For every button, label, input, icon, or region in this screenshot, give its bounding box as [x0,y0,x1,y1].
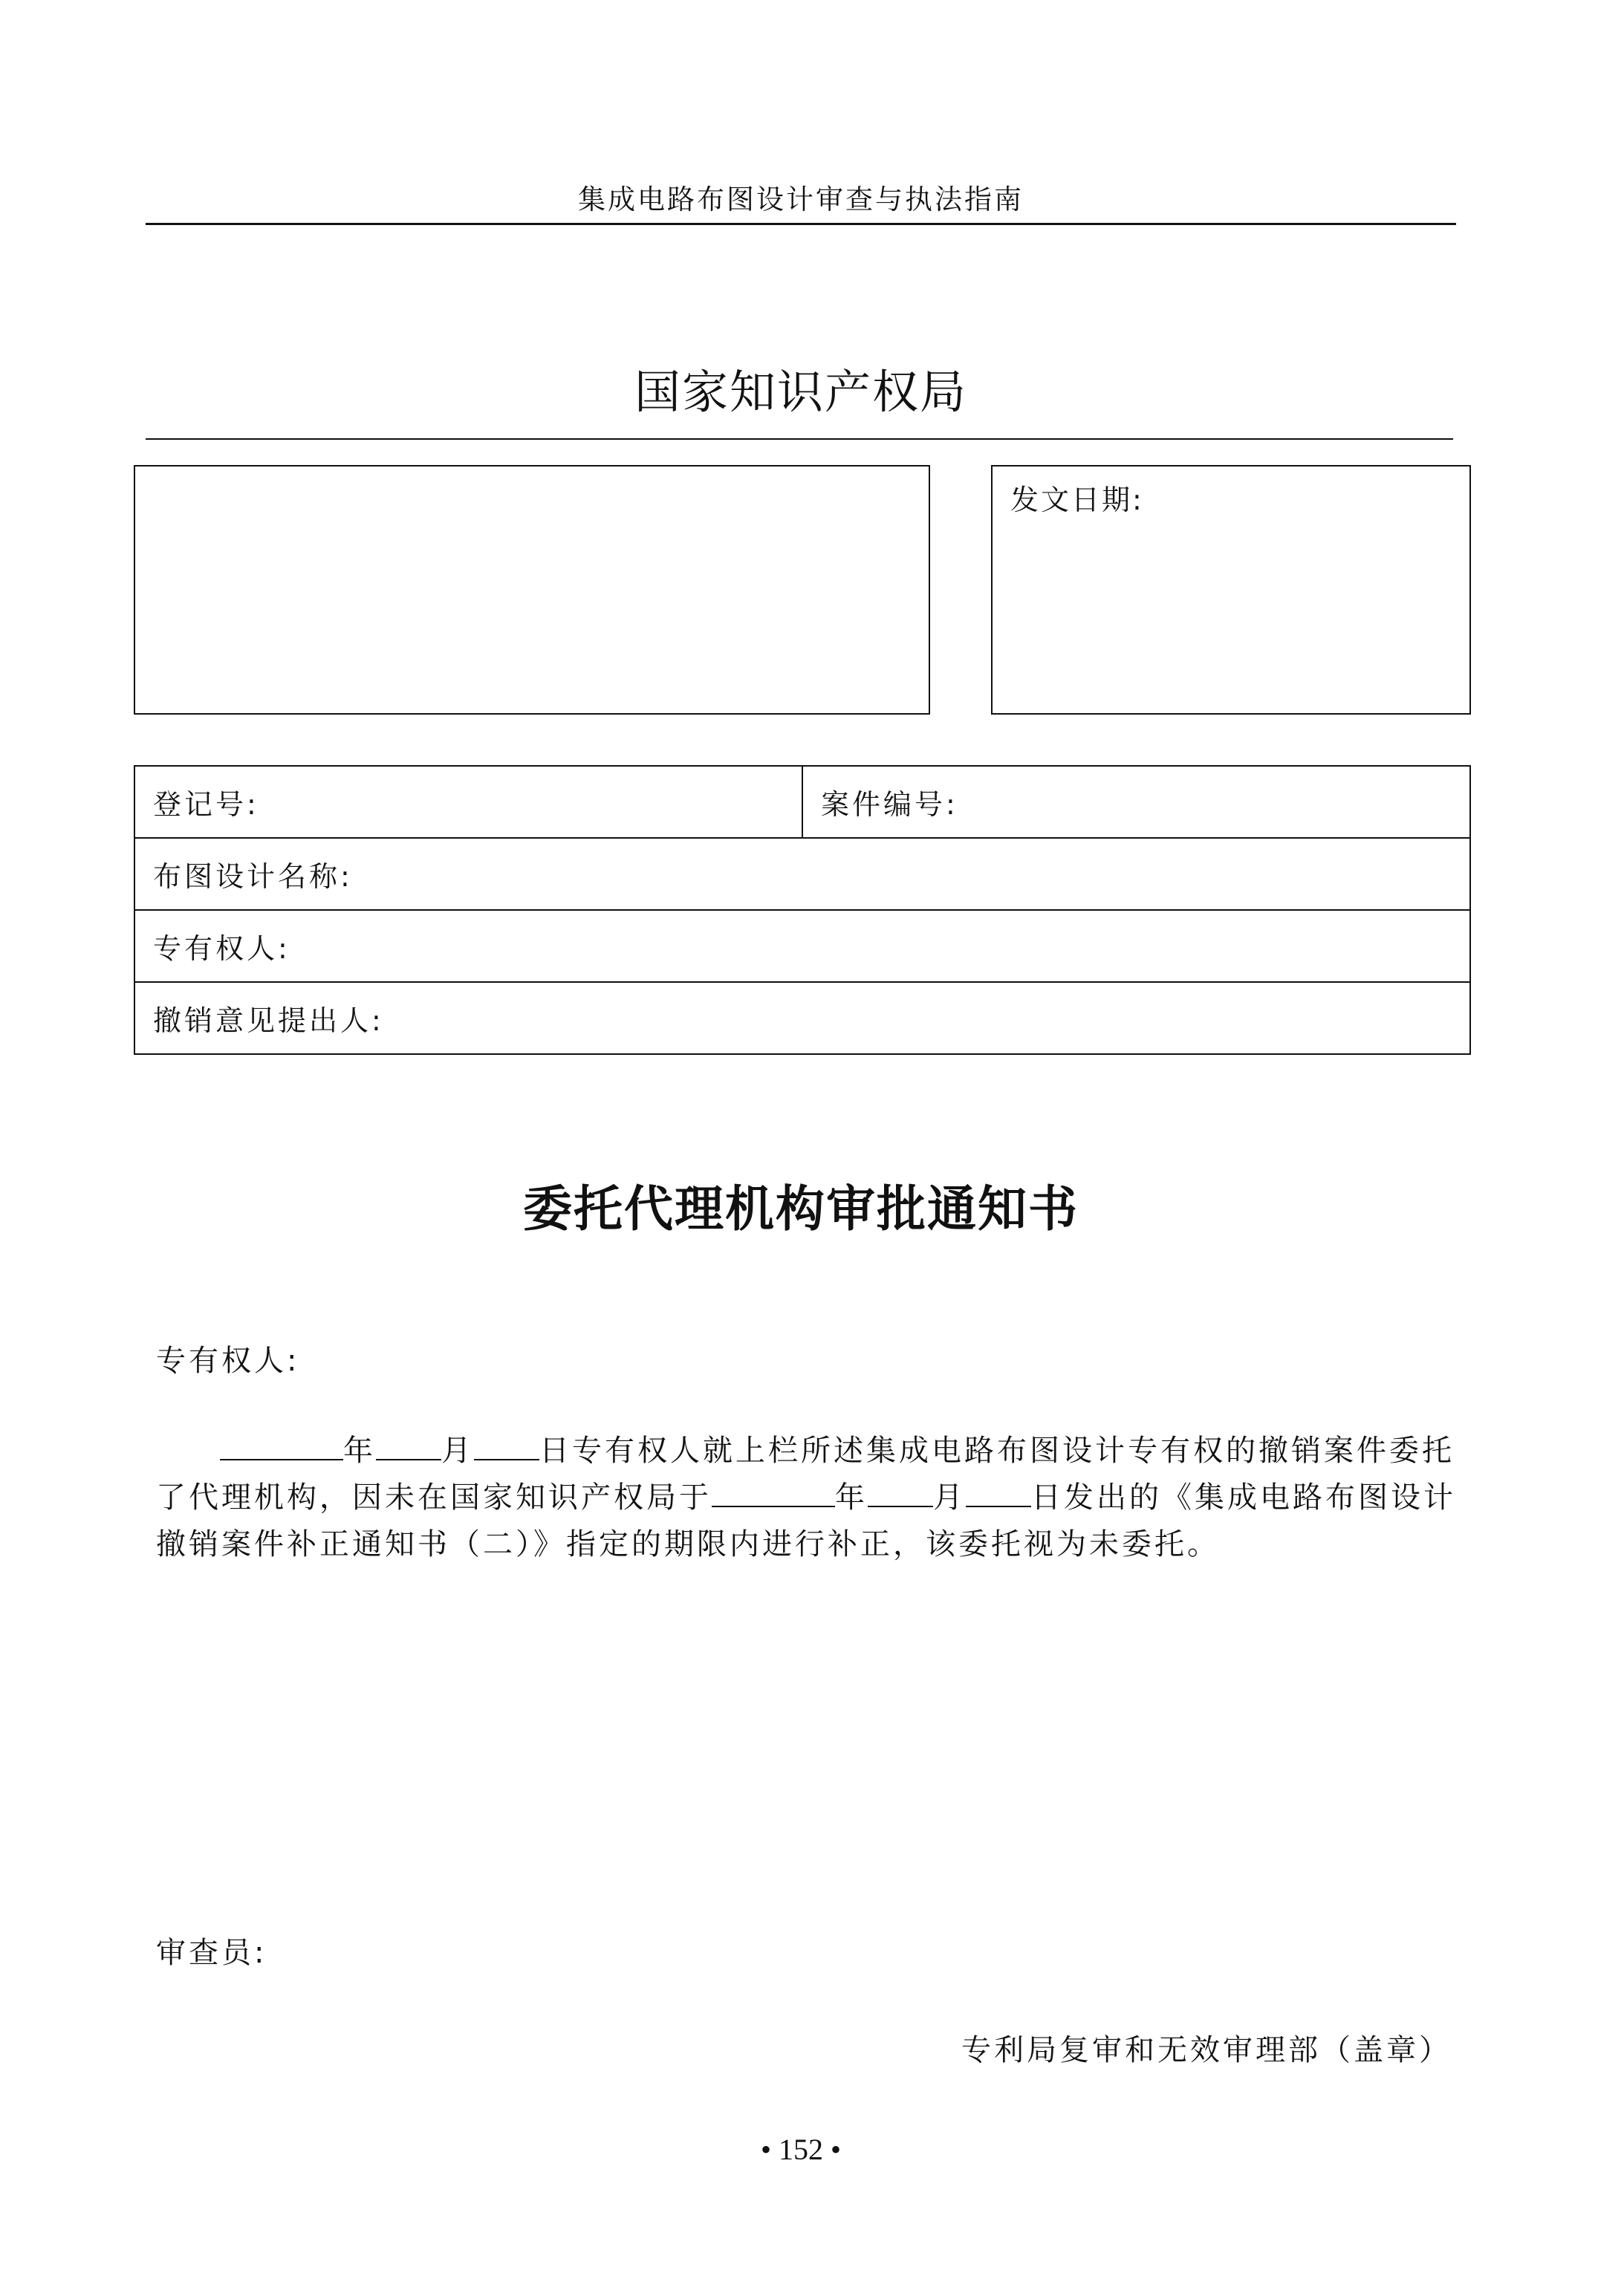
body-text: 月 [441,1434,474,1468]
year-blank-1 [220,1435,343,1460]
year-blank-2 [712,1482,835,1507]
table-row [134,910,1470,982]
body-text: 年 [343,1434,376,1468]
document-title: 委托代理机构审批通知书 [523,1180,1079,1238]
agency-rule [146,438,1453,440]
body-text: 年 [835,1480,868,1515]
day-blank-1 [474,1435,539,1460]
running-header: 集成电路布图设计审查与执法指南 [578,183,1024,215]
issuing-department: 专利局复审和无效审理部（盖章） [961,2033,1452,2067]
revocation-requester-field: 撤销意见提出人: [134,982,1470,1054]
month-blank-2 [868,1482,933,1507]
registration-no-field: 登记号: [134,766,802,838]
table-row [134,766,1470,838]
case-no-field: 案件编号: [802,766,1470,838]
right-holder-field: 专有权人: [134,910,1470,982]
table-row [134,982,1470,1054]
issue-date-label: 发文日期: [1010,484,1144,516]
addressee: 专有权人: [156,1344,300,1378]
issue-date-box [991,465,1471,715]
month-blank-1 [376,1435,441,1460]
body-text: 月 [933,1480,966,1515]
header-rule [146,223,1456,225]
case-info-table [134,765,1471,1055]
body-text: 日发出的《集成电路布图设计撤销案件补正通知书（二）》指定的期限内进行补正，该委托视为未委托。 [156,1480,1456,1561]
agency-name: 国家知识产权局 [634,365,967,419]
examiner-label: 审查员: [156,1936,267,1970]
page-number: • 152 • [760,2133,841,2166]
address-box [134,465,930,715]
table-row [134,838,1470,910]
day-blank-2 [966,1482,1031,1507]
body-paragraph [156,1428,1458,1568]
design-name-field: 布图设计名称: [134,838,1470,910]
body-text: 日专有权人就上栏所述集成电路布图设计专有权的撤销案件委托了代理机构，因未在国家知识产权局于 [156,1434,1455,1515]
